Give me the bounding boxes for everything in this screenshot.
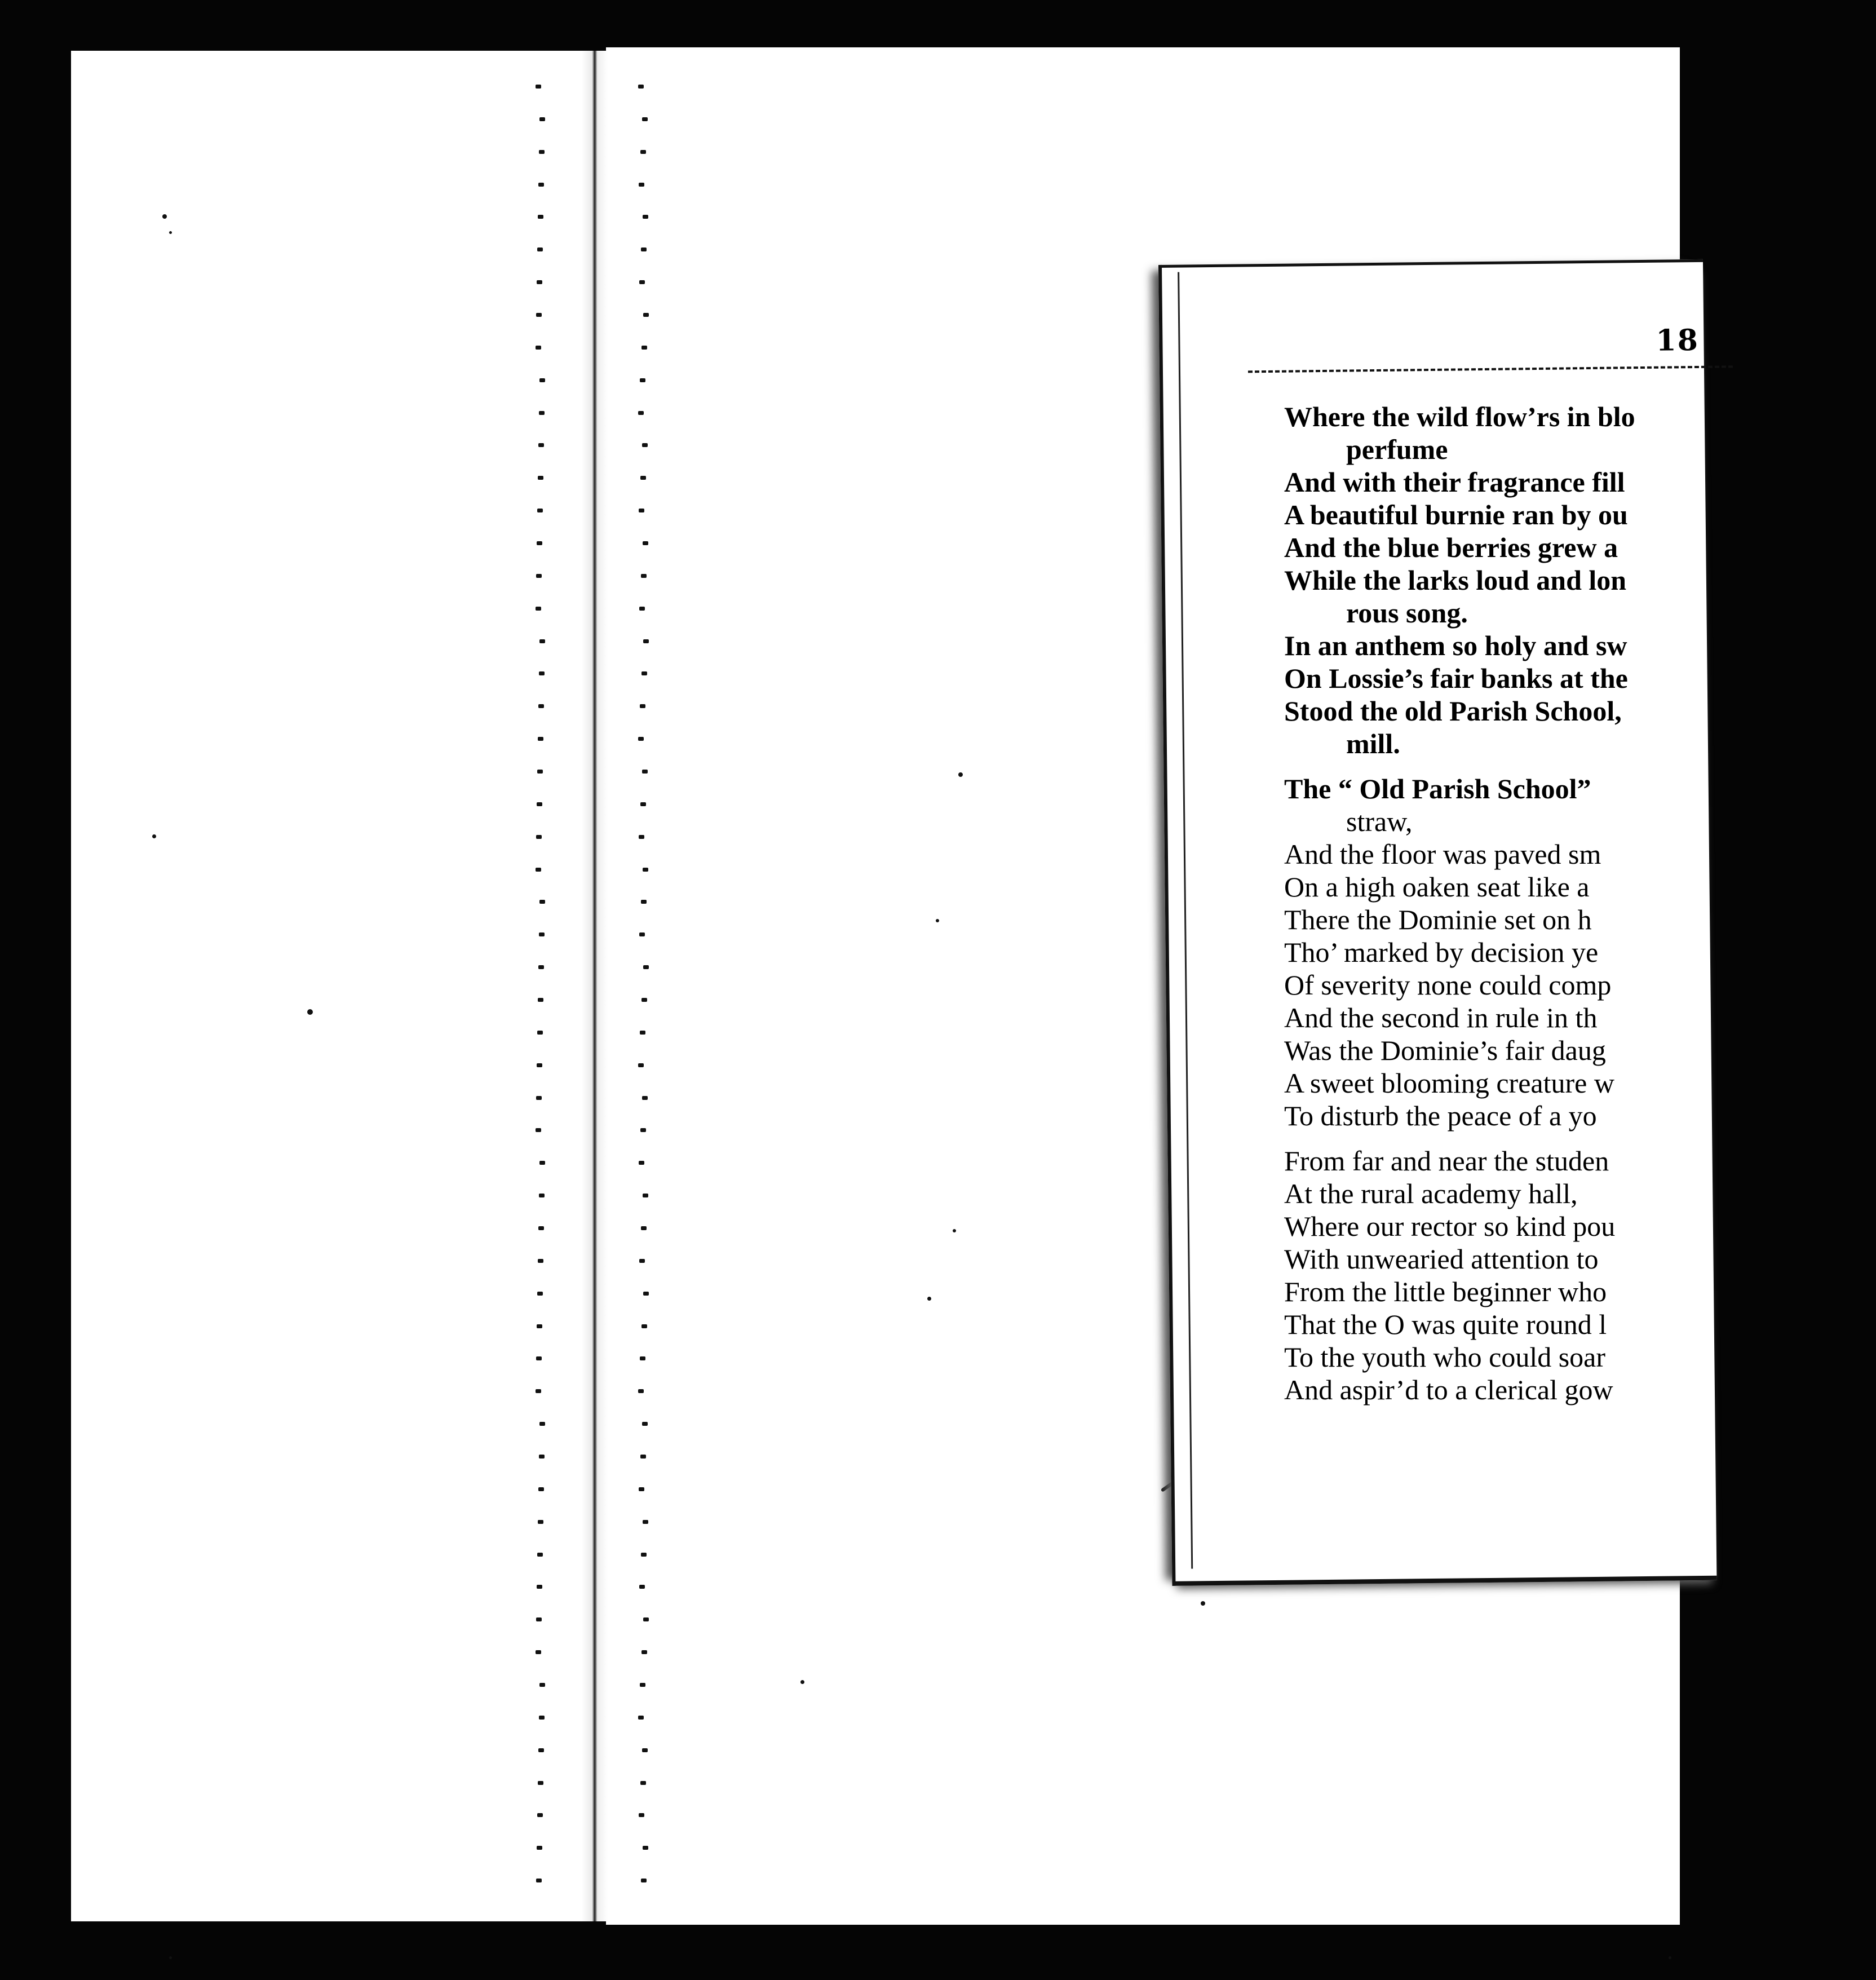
stitch-hole [539,411,545,415]
stitch-hole [643,541,648,545]
poem-line: While the larks loud and lon [1284,564,1627,596]
stitch-hole [537,1846,542,1850]
stitch-hole [536,1617,542,1621]
stitch-hole [538,1520,543,1524]
stitch-hole [638,1063,644,1067]
poem-line: And the second in rule in th [1284,1002,1598,1033]
stitch-hole [537,1031,543,1035]
stitch-hole [538,476,543,480]
poem-line: From far and near the studen [1284,1145,1609,1177]
stitch-hole [641,998,647,1002]
poem-line: Where our rector so kind pou [1284,1210,1616,1242]
stitch-hole [639,835,644,839]
stitch-hole [639,607,645,611]
stitch-hole [539,932,545,936]
stitch-hole [536,1389,541,1393]
stitch-hole [641,1553,647,1557]
stitch-hole [639,1259,645,1263]
stitch-hole [539,1455,545,1459]
header-rule [1248,365,1733,373]
dust-speck [1669,1956,1671,1959]
dust-speck [958,772,963,777]
poem-line: On a high oaken seat like a [1284,871,1590,903]
stitch-hole [537,541,542,545]
stitch-hole [538,1748,544,1752]
stitch-hole [640,802,646,806]
stitch-hole [539,117,545,121]
stitch-hole [640,704,645,708]
stitch-hole [641,574,647,578]
poem-line: Where the wild flow’rs in blo [1284,401,1635,432]
poem-line: At the rural academy hall, [1284,1178,1578,1209]
stitch-hole [642,443,648,447]
dust-speck [152,834,156,838]
poem-line: And aspir’d to a clerical gow [1284,1374,1613,1406]
stitch-hole [539,639,545,643]
poem-line: On Lossie’s fair banks at the [1284,662,1628,694]
stitch-hole [639,1161,644,1165]
poem-line: To the youth who could soar [1284,1341,1606,1373]
stitch-hole [640,1781,646,1785]
stitch-hole [643,1520,648,1524]
poem-line: Tho’ marked by decision ye [1284,936,1599,968]
stitch-hole [643,868,648,872]
poem-line: A beautiful burnie ran by ou [1284,499,1628,531]
stitch-hole [640,476,646,480]
stitch-hole [536,868,541,872]
stitch-hole [537,1813,543,1817]
dust-speck [1201,1601,1205,1606]
stitch-holes-left [536,85,547,1911]
stanza-gap [1284,1132,1876,1144]
stitch-hole [643,965,649,969]
stanza-gap [1284,760,1876,772]
stitch-hole [537,770,543,774]
poem-line: straw, [1346,806,1413,837]
poem-line: From the little beginner who [1284,1276,1607,1307]
stitch-hole [638,1716,644,1720]
stitch-hole [638,737,644,741]
poem-line: And the floor was paved sm [1284,838,1601,870]
stitch-hole [536,1356,542,1360]
stitch-hole [641,1226,647,1230]
poem-line: Of severity none could comp [1284,969,1612,1001]
stitch-hole [643,1194,648,1197]
poem-line: That the O was quite round l [1284,1309,1607,1340]
poem-line: To disturb the peace of a yo [1284,1100,1597,1132]
stitch-hole [536,1879,542,1882]
stitch-hole [638,85,644,89]
stitch-hole [538,998,543,1002]
stitch-hole [537,802,542,806]
dust-speck [307,1009,313,1015]
stitch-hole [539,1161,545,1165]
stitch-hole [640,1128,646,1132]
stitch-hole [640,1455,646,1459]
poem-line: And with their fragrance fill [1284,466,1625,498]
stitch-hole [642,117,648,121]
stitch-hole [538,1487,544,1491]
stitch-hole [538,183,544,187]
stitch-holes-right [638,85,649,1911]
stitch-hole [537,1324,542,1328]
stitch-hole [537,1553,543,1557]
stitch-hole [536,1650,541,1654]
stitch-hole [639,1487,644,1491]
stitch-hole [536,85,541,89]
stitch-hole [639,932,645,936]
stitch-hole [536,346,541,350]
binding-gutter [582,51,608,1921]
poem-line: In an anthem so holy and sw [1284,630,1627,661]
stitch-hole [536,1096,542,1100]
stitch-hole [539,1683,545,1687]
stitch-hole [643,1617,649,1621]
stitch-hole [538,1259,543,1263]
stitch-hole [537,1063,542,1067]
stitch-hole [539,900,545,904]
stitch-hole [640,1031,645,1035]
stitch-hole [640,1356,645,1360]
stitch-hole [537,1292,543,1296]
stitch-hole [538,443,544,447]
stitch-hole [539,378,545,382]
stitch-hole [639,183,644,187]
stitch-hole [538,704,544,708]
stitch-hole [537,280,542,284]
stitch-hole [639,1813,644,1817]
stitch-hole [641,1650,647,1654]
dust-speck [927,1297,931,1301]
stitch-hole [643,1292,649,1296]
stitch-hole [642,770,648,774]
stitch-hole [639,509,644,512]
stitch-hole [538,965,544,969]
stitch-hole [640,378,645,382]
stitch-hole [536,607,541,611]
poem-line: And the blue berries grew a [1284,532,1618,563]
dust-speck [936,919,939,922]
stitch-hole [642,1096,648,1100]
poem-line: There the Dominie set on h [1284,904,1592,935]
dust-speck [953,1229,956,1232]
poem-line: Was the Dominie’s fair daug [1284,1035,1606,1066]
poem-line: rous song. [1346,597,1468,629]
stitch-hole [536,313,542,317]
stitch-hole [643,215,648,219]
stitch-hole [538,737,543,741]
stitch-hole [641,1879,647,1882]
dust-speck [169,231,172,234]
dust-speck [169,1956,172,1959]
poem-line: perfume [1346,434,1448,465]
stitch-hole [538,1226,544,1230]
stitch-hole [641,346,647,350]
stitch-hole [537,1585,542,1589]
stitch-hole [536,574,542,578]
stitch-hole [538,1781,543,1785]
dust-speck [800,1680,804,1684]
stitch-hole [640,1683,645,1687]
stitch-hole [643,313,649,317]
stitch-hole [536,835,542,839]
stitch-hole [638,1389,644,1393]
left-blank-leaf [71,51,584,1921]
poem-line: With unwearied attention to [1284,1243,1599,1275]
stitch-hole [537,509,543,512]
stitch-hole [539,150,545,154]
stitch-hole [537,248,543,251]
stitch-hole [640,150,646,154]
stitch-hole [539,671,545,675]
poem-line: mill. [1346,728,1400,759]
stitch-hole [638,411,644,415]
dust-speck [162,214,167,219]
stitch-hole [641,900,647,904]
poem-line: Stood the old Parish School, [1284,695,1622,727]
stitch-hole [538,215,543,219]
poem-line: A sweet blooming creature w [1284,1067,1614,1099]
stitch-hole [639,280,645,284]
stitch-hole [641,248,647,251]
stitch-hole [642,1422,648,1426]
stitch-hole [539,1422,545,1426]
stitch-hole [641,671,647,675]
stitch-hole [643,639,649,643]
stitch-hole [639,1585,645,1589]
poem-text [1284,400,1876,1406]
stitch-hole [539,1716,545,1720]
stitch-hole [642,1748,648,1752]
stitch-hole [643,1846,648,1850]
page-number: 18 [1656,322,1700,358]
stitch-hole [641,1324,647,1328]
stitch-hole [539,1194,545,1197]
poem-line: The “ Old Parish School” [1284,773,1591,805]
stitch-hole [536,1128,541,1132]
